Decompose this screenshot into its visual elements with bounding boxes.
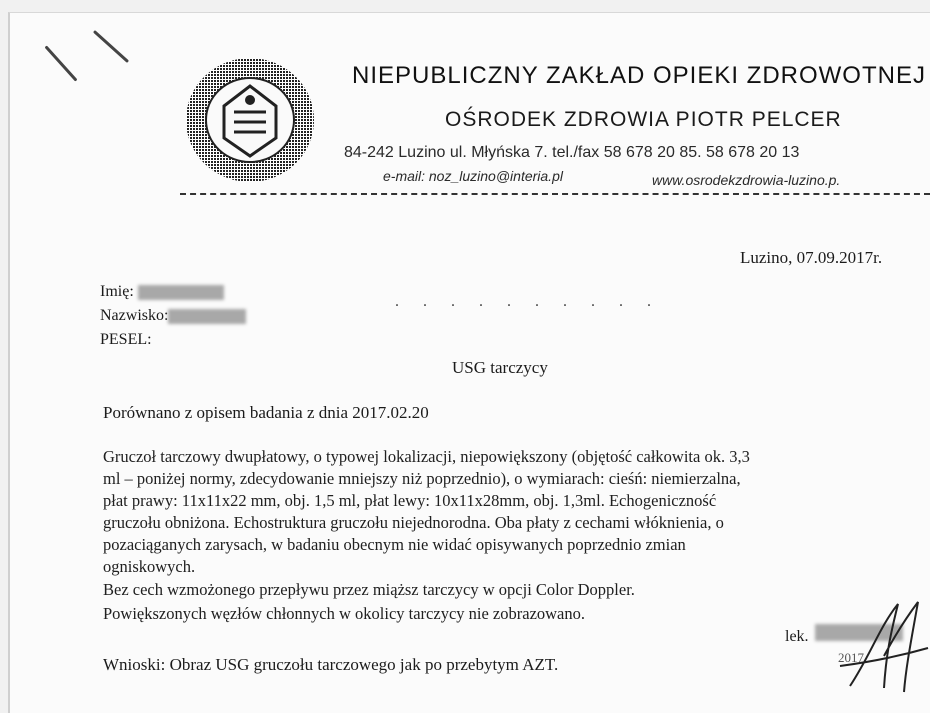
dotted-fill-line: . . . . . . . . . . [395,293,661,310]
comparison-note: Porównano z opisem badania z dnia 2017.02.20 [103,403,429,422]
clinic-subtitle: OŚRODEK ZDROWIA PIOTR PELCER [445,108,842,131]
clinic-stamp-logo [184,56,316,184]
report-line: ogniskowych. [103,557,196,576]
clinic-email: e-mail: noz_luzino@interia.pl [383,168,563,184]
patient-last-name-row [100,307,246,325]
redacted-first-name [138,285,224,300]
report-line: Gruczoł tarczowy dwupłatowy, o typowej lokalizacji, niepowiększony (objętość całkowita ok. 3,3 [103,447,750,466]
pesel-label: PESEL: [100,331,152,348]
patient-first-name-row [100,283,224,301]
conclusion: Wnioski: Obraz USG gruczołu tarczowego jak po przebytym AZT. [103,655,559,674]
signature-date: 2017 [838,650,864,665]
report-line: ml – poniżej normy, zdecydowanie mniejszy niż poprzednio), o wymiarach: cieśń: niemierzalna, [103,469,741,488]
clinic-name: NIEPUBLICZNY ZAKŁAD OPIEKI ZDROWOTNEJ [352,62,926,89]
report-line: płat prawy: 11x11x22 mm, obj. 1,5 ml, płat lewy: 10x11x28mm, obj. 1,3ml. Echogeniczność [103,491,717,510]
clinic-website: www.osrodekzdrowia-luzino.p. [652,172,841,188]
document-date: Luzino, 07.09.2017r. [740,248,883,267]
last-name-label: Nazwisko: [100,307,169,324]
report-line: Bez cech wzmożonego przepływu przez miąższ tarczycy w opcji Color Doppler. [103,580,635,599]
patient-pesel-row [100,331,152,349]
header-divider [180,193,930,195]
physician-label: lek. [785,628,809,645]
report-line: Powiększonych węzłów chłonnych w okolicy tarczycy nie zobrazowano. [103,604,586,623]
first-name-label: Imię: [100,283,134,300]
exam-title: USG tarczycy [452,358,548,377]
handwritten-signature [820,596,930,694]
redacted-last-name [168,309,246,324]
clinic-address: 84-242 Luzino ul. Młyńska 7. tel./fax 58 678 20 85. 58 678 20 13 [344,144,800,161]
report-line: gruczołu obniżona. Echostruktura gruczołu niejednorodna. Oba płaty z cechami włóknienia, o [103,513,724,532]
report-line: pozaciąganych zarysach, w badaniu obecnym nie widać opisywanych poprzednio zmian [103,535,686,554]
